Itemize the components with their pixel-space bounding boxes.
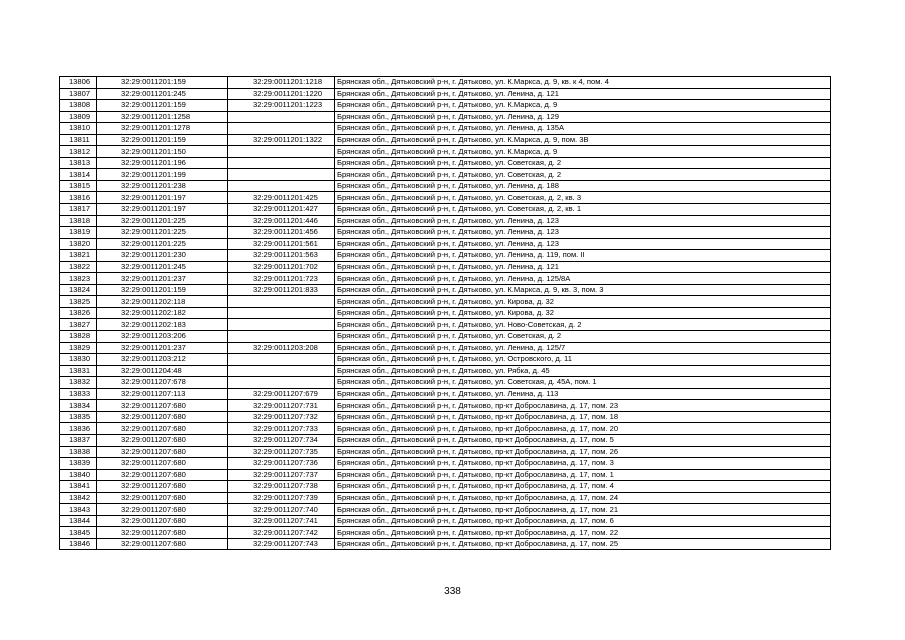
- object-number-cell: 32:29:0011201:425: [228, 192, 335, 204]
- cadastral-number-cell: 32:29:0011201:237: [97, 273, 228, 285]
- address-cell: Брянская обл., Дятьковский р-н, г. Дятьково, ул. Кирова, д. 32: [335, 307, 831, 319]
- table-row: [60, 273, 831, 285]
- address-cell: Брянская обл., Дятьковский р-н, г. Дятьково, пр-кт Доброславина, д. 17, пом. 24: [335, 492, 831, 504]
- object-number-cell: 32:29:0011207:733: [228, 423, 335, 435]
- cadastral-number-cell: 32:29:0011201:159: [97, 284, 228, 296]
- table-row: [60, 146, 831, 158]
- table-row: [60, 100, 831, 112]
- cadastral-number-cell: 32:29:0011207:113: [97, 388, 228, 400]
- cadastral-number-cell: 32:29:0011201:150: [97, 146, 228, 158]
- table-row: [60, 354, 831, 366]
- object-number-cell: 32:29:0011201:446: [228, 215, 335, 227]
- table-row: [60, 227, 831, 239]
- table-row: [60, 515, 831, 527]
- address-cell: Брянская обл., Дятьковский р-н, г. Дятьково, ул. К.Маркса, д. 9, кв. 3, пом. 3: [335, 284, 831, 296]
- row-number-cell: 13820: [60, 238, 97, 250]
- table-row: [60, 123, 831, 135]
- object-number-cell: [228, 365, 335, 377]
- cadastral-number-cell: 32:29:0011207:680: [97, 411, 228, 423]
- object-number-cell: [228, 354, 335, 366]
- row-number-cell: 13843: [60, 504, 97, 516]
- table-row: [60, 192, 831, 204]
- table-row: [60, 261, 831, 273]
- object-number-cell: [228, 296, 335, 308]
- cadastral-number-cell: 32:29:0011201:225: [97, 238, 228, 250]
- object-number-cell: 32:29:0011201:427: [228, 204, 335, 216]
- address-cell: Брянская обл., Дятьковский р-н, г. Дятьково, ул. Ленина, д. 123: [335, 238, 831, 250]
- cadastral-number-cell: 32:29:0011201:199: [97, 169, 228, 181]
- address-cell: Брянская обл., Дятьковский р-н, г. Дятьково, ул. Ленина, д. 113: [335, 388, 831, 400]
- cadastral-number-cell: 32:29:0011201:197: [97, 204, 228, 216]
- object-number-cell: [228, 331, 335, 343]
- object-number-cell: 32:29:0011207:731: [228, 400, 335, 412]
- cadastral-registry-table: [59, 76, 831, 550]
- cadastral-number-cell: 32:29:0011204:48: [97, 365, 228, 377]
- table-row: [60, 88, 831, 100]
- cadastral-number-cell: 32:29:0011207:680: [97, 492, 228, 504]
- object-number-cell: 32:29:0011207:742: [228, 527, 335, 539]
- address-cell: Брянская обл., Дятьковский р-н, г. Дятьково, ул. Советская, д. 2: [335, 169, 831, 181]
- object-number-cell: [228, 307, 335, 319]
- address-cell: Брянская обл., Дятьковский р-н, г. Дятьково, ул. Ленина, д. 125/8А: [335, 273, 831, 285]
- object-number-cell: 32:29:0011207:679: [228, 388, 335, 400]
- row-number-cell: 13815: [60, 180, 97, 192]
- row-number-cell: 13829: [60, 342, 97, 354]
- cadastral-number-cell: 32:29:0011207:678: [97, 377, 228, 389]
- row-number-cell: 13824: [60, 284, 97, 296]
- cadastral-number-cell: 32:29:0011207:680: [97, 481, 228, 493]
- address-cell: Брянская обл., Дятьковский р-н, г. Дятьково, ул. Ленина, д. 129: [335, 111, 831, 123]
- address-cell: Брянская обл., Дятьковский р-н, г. Дятьково, ул. Кирова, д. 32: [335, 296, 831, 308]
- address-cell: Брянская обл., Дятьковский р-н, г. Дятьково, ул. Советская, д. 45А, пом. 1: [335, 377, 831, 389]
- table-row: [60, 180, 831, 192]
- object-number-cell: 32:29:0011207:736: [228, 458, 335, 470]
- address-cell: Брянская обл., Дятьковский р-н, г. Дятьково, ул. Ленина, д. 123: [335, 227, 831, 239]
- row-number-cell: 13814: [60, 169, 97, 181]
- cadastral-number-cell: 32:29:0011201:237: [97, 342, 228, 354]
- table-row: [60, 342, 831, 354]
- address-cell: Брянская обл., Дятьковский р-н, г. Дятьково, пр-кт Доброславина, д. 17, пом. 6: [335, 515, 831, 527]
- object-number-cell: 32:29:0011207:741: [228, 515, 335, 527]
- cadastral-number-cell: 32:29:0011207:680: [97, 469, 228, 481]
- cadastral-number-cell: 32:29:0011201:1278: [97, 123, 228, 135]
- table-row: [60, 307, 831, 319]
- row-number-cell: 13813: [60, 157, 97, 169]
- row-number-cell: 13821: [60, 250, 97, 262]
- cadastral-number-cell: 32:29:0011207:680: [97, 515, 228, 527]
- object-number-cell: 32:29:0011207:735: [228, 446, 335, 458]
- table-row: [60, 504, 831, 516]
- address-cell: Брянская обл., Дятьковский р-н, г. Дятьково, ул. К.Маркса, д. 9, пом. 3В: [335, 134, 831, 146]
- table-row: [60, 388, 831, 400]
- row-number-cell: 13823: [60, 273, 97, 285]
- row-number-cell: 13834: [60, 400, 97, 412]
- table-row: [60, 434, 831, 446]
- row-number-cell: 13844: [60, 515, 97, 527]
- address-cell: Брянская обл., Дятьковский р-н, г. Дятьково, ул. Советская, д. 2: [335, 331, 831, 343]
- row-number-cell: 13825: [60, 296, 97, 308]
- row-number-cell: 13832: [60, 377, 97, 389]
- address-cell: Брянская обл., Дятьковский р-н, г. Дятьково, пр-кт Доброславина, д. 17, пом. 25: [335, 538, 831, 550]
- address-cell: Брянская обл., Дятьковский р-н, г. Дятьково, пр-кт Доброславина, д. 17, пом. 26: [335, 446, 831, 458]
- row-number-cell: 13842: [60, 492, 97, 504]
- address-cell: Брянская обл., Дятьковский р-н, г. Дятьково, ул. К.Маркса, д. 9: [335, 100, 831, 112]
- row-number-cell: 13806: [60, 77, 97, 89]
- object-number-cell: 32:29:0011207:739: [228, 492, 335, 504]
- table-row: [60, 458, 831, 470]
- row-number-cell: 13838: [60, 446, 97, 458]
- cadastral-number-cell: 32:29:0011203:212: [97, 354, 228, 366]
- address-cell: Брянская обл., Дятьковский р-н, г. Дятьково, ул. К.Маркса, д. 9: [335, 146, 831, 158]
- table-row: [60, 238, 831, 250]
- object-number-cell: 32:29:0011201:1218: [228, 77, 335, 89]
- page-number: 338: [444, 586, 461, 597]
- address-cell: Брянская обл., Дятьковский р-н, г. Дятьково, ул. Советская, д. 2, кв. 1: [335, 204, 831, 216]
- cadastral-number-cell: 32:29:0011201:225: [97, 227, 228, 239]
- object-number-cell: 32:29:0011201:702: [228, 261, 335, 273]
- address-cell: Брянская обл., Дятьковский р-н, г. Дятьково, ул. К.Маркса, д. 9, кв. к 4, пом. 4: [335, 77, 831, 89]
- cadastral-number-cell: 32:29:0011201:159: [97, 100, 228, 112]
- cadastral-number-cell: 32:29:0011201:159: [97, 134, 228, 146]
- table-row: [60, 284, 831, 296]
- table-row: [60, 538, 831, 550]
- table-row: [60, 481, 831, 493]
- row-number-cell: 13846: [60, 538, 97, 550]
- object-number-cell: 32:29:0011207:743: [228, 538, 335, 550]
- address-cell: Брянская обл., Дятьковский р-н, г. Дятьково, ул. Ново-Советская, д. 2: [335, 319, 831, 331]
- table-row: [60, 377, 831, 389]
- object-number-cell: [228, 180, 335, 192]
- address-cell: Брянская обл., Дятьковский р-н, г. Дятьково, пр-кт Доброславина, д. 17, пом. 5: [335, 434, 831, 446]
- row-number-cell: 13809: [60, 111, 97, 123]
- object-number-cell: [228, 111, 335, 123]
- address-cell: Брянская обл., Дятьковский р-н, г. Дятьково, ул. Ленина, д. 123: [335, 215, 831, 227]
- object-number-cell: [228, 169, 335, 181]
- address-cell: Брянская обл., Дятьковский р-н, г. Дятьково, ул. Ленина, д. 135А: [335, 123, 831, 135]
- object-number-cell: [228, 157, 335, 169]
- row-number-cell: 13819: [60, 227, 97, 239]
- object-number-cell: 32:29:0011201:456: [228, 227, 335, 239]
- object-number-cell: 32:29:0011201:563: [228, 250, 335, 262]
- row-number-cell: 13828: [60, 331, 97, 343]
- cadastral-number-cell: 32:29:0011201:197: [97, 192, 228, 204]
- table-row: [60, 204, 831, 216]
- registry-sheet: [59, 76, 830, 550]
- address-cell: Брянская обл., Дятьковский р-н, г. Дятьково, ул. Ленина, д. 188: [335, 180, 831, 192]
- address-cell: Брянская обл., Дятьковский р-н, г. Дятьково, ул. Рябка, д. 45: [335, 365, 831, 377]
- row-number-cell: 13818: [60, 215, 97, 227]
- table-row: [60, 157, 831, 169]
- cadastral-number-cell: 32:29:0011207:680: [97, 423, 228, 435]
- object-number-cell: 32:29:0011203:208: [228, 342, 335, 354]
- cadastral-number-cell: 32:29:0011201:230: [97, 250, 228, 262]
- table-row: [60, 400, 831, 412]
- table-row: [60, 527, 831, 539]
- cadastral-number-cell: 32:29:0011202:118: [97, 296, 228, 308]
- row-number-cell: 13839: [60, 458, 97, 470]
- row-number-cell: 13840: [60, 469, 97, 481]
- cadastral-number-cell: 32:29:0011207:680: [97, 538, 228, 550]
- address-cell: Брянская обл., Дятьковский р-н, г. Дятьково, пр-кт Доброславина, д. 17, пом. 23: [335, 400, 831, 412]
- object-number-cell: 32:29:0011207:740: [228, 504, 335, 516]
- row-number-cell: 13841: [60, 481, 97, 493]
- row-number-cell: 13835: [60, 411, 97, 423]
- table-row: [60, 492, 831, 504]
- table-row: [60, 111, 831, 123]
- row-number-cell: 13830: [60, 354, 97, 366]
- cadastral-number-cell: 32:29:0011201:159: [97, 77, 228, 89]
- cadastral-number-cell: 32:29:0011202:183: [97, 319, 228, 331]
- object-number-cell: 32:29:0011201:833: [228, 284, 335, 296]
- address-cell: Брянская обл., Дятьковский р-н, г. Дятьково, ул. Ленина, д. 121: [335, 261, 831, 273]
- object-number-cell: 32:29:0011207:738: [228, 481, 335, 493]
- address-cell: Брянская обл., Дятьковский р-н, г. Дятьково, ул. Ленина, д. 125/7: [335, 342, 831, 354]
- cadastral-number-cell: 32:29:0011201:225: [97, 215, 228, 227]
- address-cell: Брянская обл., Дятьковский р-н, г. Дятьково, пр-кт Доброславина, д. 17, пом. 20: [335, 423, 831, 435]
- row-number-cell: 13837: [60, 434, 97, 446]
- object-number-cell: 32:29:0011207:734: [228, 434, 335, 446]
- table-row: [60, 134, 831, 146]
- object-number-cell: [228, 146, 335, 158]
- object-number-cell: 32:29:0011201:1220: [228, 88, 335, 100]
- cadastral-number-cell: 32:29:0011201:196: [97, 157, 228, 169]
- row-number-cell: 13831: [60, 365, 97, 377]
- object-number-cell: 32:29:0011201:1223: [228, 100, 335, 112]
- address-cell: Брянская обл., Дятьковский р-н, г. Дятьково, ул. Советская, д. 2: [335, 157, 831, 169]
- address-cell: Брянская обл., Дятьковский р-н, г. Дятьково, пр-кт Доброславина, д. 17, пом. 18: [335, 411, 831, 423]
- address-cell: Брянская обл., Дятьковский р-н, г. Дятьково, ул. Ленина, д. 119, пом. II: [335, 250, 831, 262]
- cadastral-number-cell: 32:29:0011207:680: [97, 400, 228, 412]
- object-number-cell: [228, 377, 335, 389]
- object-number-cell: [228, 319, 335, 331]
- object-number-cell: 32:29:0011201:1322: [228, 134, 335, 146]
- table-row: [60, 469, 831, 481]
- row-number-cell: 13810: [60, 123, 97, 135]
- table-row: [60, 423, 831, 435]
- cadastral-number-cell: 32:29:0011207:680: [97, 458, 228, 470]
- address-cell: Брянская обл., Дятьковский р-н, г. Дятьково, пр-кт Доброславина, д. 17, пом. 4: [335, 481, 831, 493]
- cadastral-number-cell: 32:29:0011207:680: [97, 446, 228, 458]
- table-row: [60, 215, 831, 227]
- row-number-cell: 13812: [60, 146, 97, 158]
- row-number-cell: 13826: [60, 307, 97, 319]
- cadastral-number-cell: 32:29:0011201:238: [97, 180, 228, 192]
- cadastral-number-cell: 32:29:0011207:680: [97, 504, 228, 516]
- table-row: [60, 296, 831, 308]
- row-number-cell: 13816: [60, 192, 97, 204]
- address-cell: Брянская обл., Дятьковский р-н, г. Дятьково, ул. Советская, д. 2, кв. 3: [335, 192, 831, 204]
- table-row: [60, 446, 831, 458]
- row-number-cell: 13836: [60, 423, 97, 435]
- registry-table-body: [60, 77, 831, 550]
- address-cell: Брянская обл., Дятьковский р-н, г. Дятьково, ул. Островского, д. 11: [335, 354, 831, 366]
- object-number-cell: 32:29:0011207:732: [228, 411, 335, 423]
- table-row: [60, 77, 831, 89]
- cadastral-number-cell: 32:29:0011207:680: [97, 434, 228, 446]
- table-row: [60, 319, 831, 331]
- cadastral-number-cell: 32:29:0011203:206: [97, 331, 228, 343]
- row-number-cell: 13811: [60, 134, 97, 146]
- table-row: [60, 331, 831, 343]
- object-number-cell: 32:29:0011201:561: [228, 238, 335, 250]
- object-number-cell: 32:29:0011201:723: [228, 273, 335, 285]
- cadastral-number-cell: 32:29:0011202:182: [97, 307, 228, 319]
- address-cell: Брянская обл., Дятьковский р-н, г. Дятьково, пр-кт Доброславина, д. 17, пом. 1: [335, 469, 831, 481]
- table-row: [60, 411, 831, 423]
- row-number-cell: 13808: [60, 100, 97, 112]
- row-number-cell: 13817: [60, 204, 97, 216]
- address-cell: Брянская обл., Дятьковский р-н, г. Дятьково, ул. Ленина, д. 121: [335, 88, 831, 100]
- cadastral-number-cell: 32:29:0011201:245: [97, 88, 228, 100]
- cadastral-number-cell: 32:29:0011207:680: [97, 527, 228, 539]
- row-number-cell: 13822: [60, 261, 97, 273]
- table-row: [60, 250, 831, 262]
- table-row: [60, 365, 831, 377]
- row-number-cell: 13833: [60, 388, 97, 400]
- address-cell: Брянская обл., Дятьковский р-н, г. Дятьково, пр-кт Доброславина, д. 17, пом. 21: [335, 504, 831, 516]
- row-number-cell: 13827: [60, 319, 97, 331]
- table-row: [60, 169, 831, 181]
- address-cell: Брянская обл., Дятьковский р-н, г. Дятьково, пр-кт Доброславина, д. 17, пом. 22: [335, 527, 831, 539]
- address-cell: Брянская обл., Дятьковский р-н, г. Дятьково, пр-кт Доброславина, д. 17, пом. 3: [335, 458, 831, 470]
- cadastral-number-cell: 32:29:0011201:1258: [97, 111, 228, 123]
- object-number-cell: [228, 123, 335, 135]
- row-number-cell: 13807: [60, 88, 97, 100]
- cadastral-number-cell: 32:29:0011201:245: [97, 261, 228, 273]
- row-number-cell: 13845: [60, 527, 97, 539]
- object-number-cell: 32:29:0011207:737: [228, 469, 335, 481]
